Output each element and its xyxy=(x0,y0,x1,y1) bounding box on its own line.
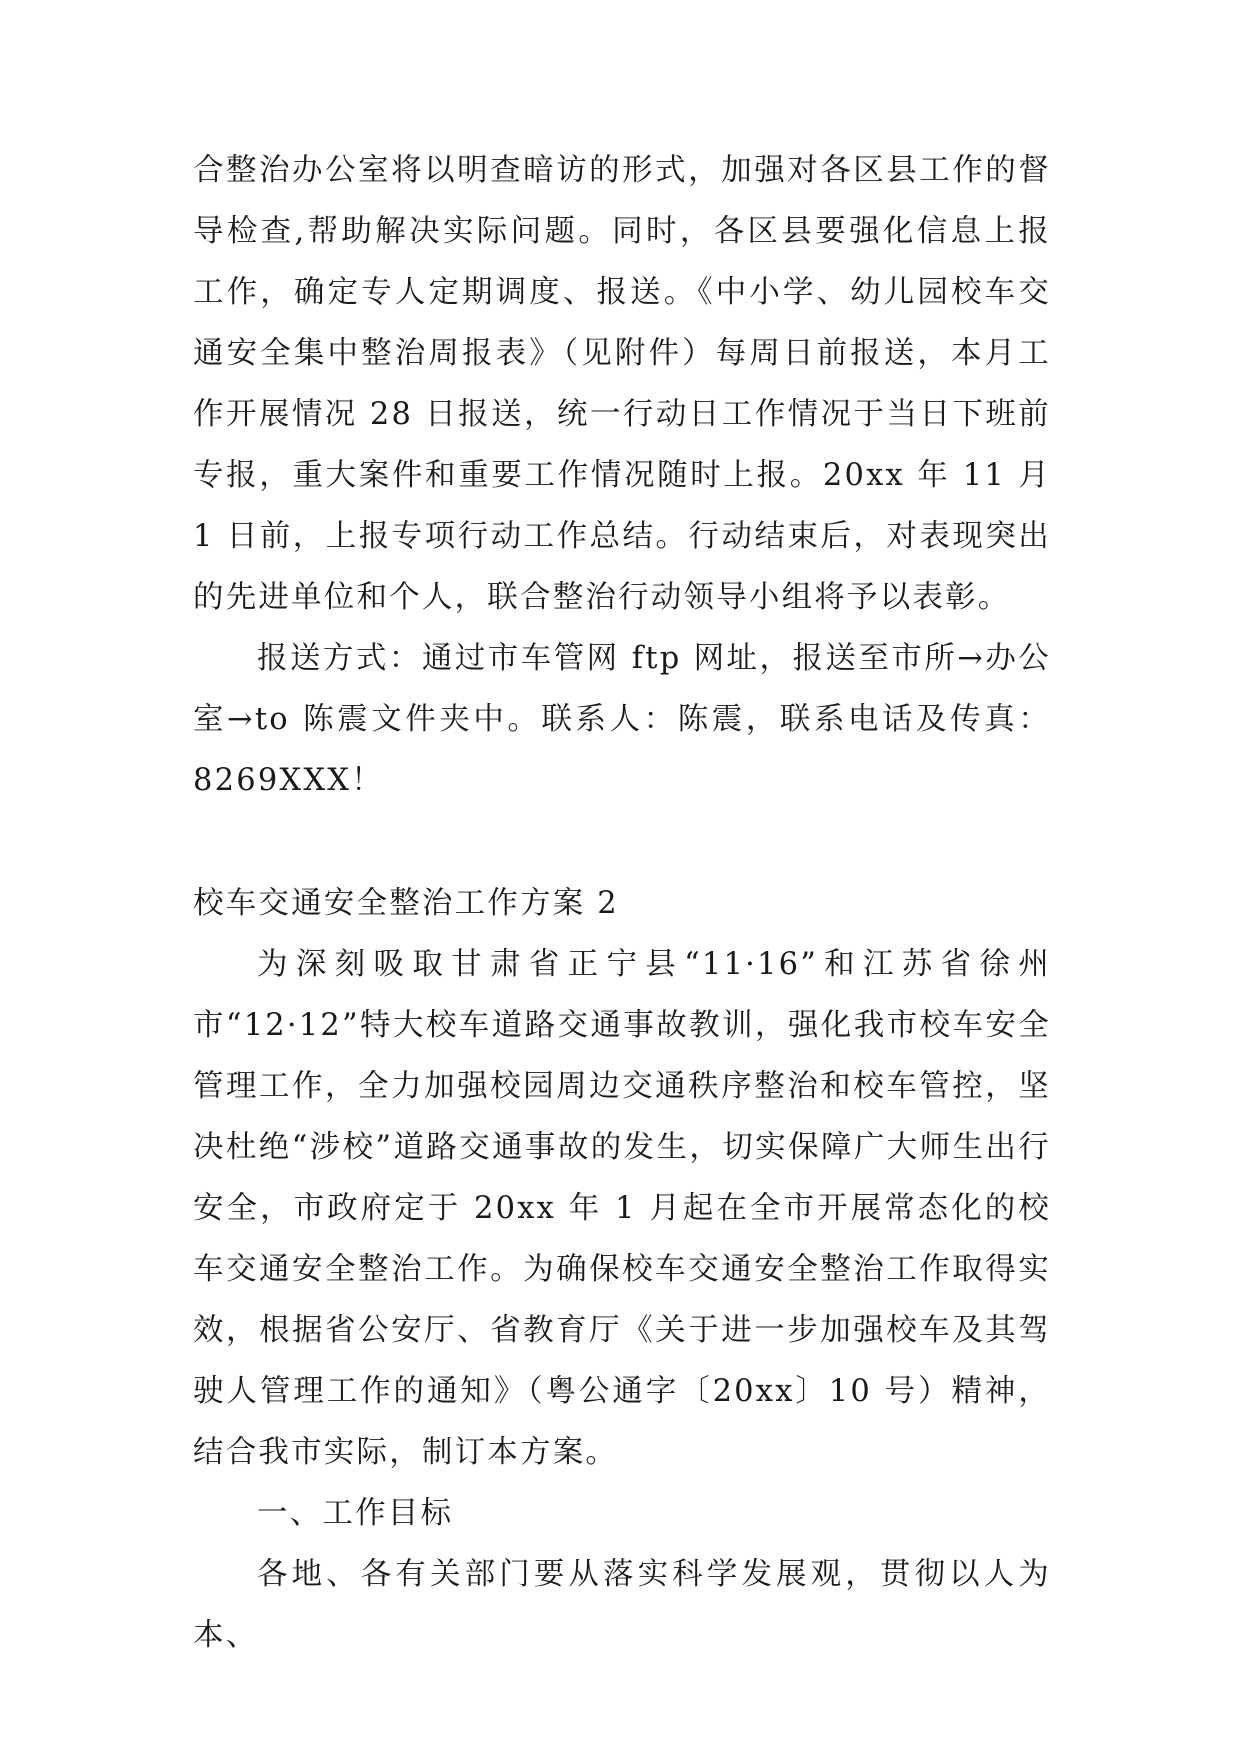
paragraph-goal-text: 各地、各有关部门要从落实科学发展观，贯彻以人为本、 xyxy=(193,1557,1051,1653)
section-title: 校车交通安全整治工作方案 2 xyxy=(193,886,619,921)
paragraph-intro: 为深刻吸取甘肃省正宁县“11·16”和江苏省徐州市“12·12”特大校车道路交通事故教训，强化我市校车安全管理工作，全力加强校园周边交通秩序整治和校车管控，坚决杜绝“涉校”道路交通事故的发生，切实保障广大师生出行安全，市政府定于 20xx 年 1 月起在全市开展常态化的校车交通安全整治工作。为确保校车交通安全整治工作取得实效，根据省公安厅、省教育厅《关于进一步加强校车及其驾驶人管理工作的通知》（粤公通字〔20xx〕10 号）精神，结合我市实际，制订本方案。 xyxy=(193,947,1051,1470)
subheading-work-goal: 一、工作目标 xyxy=(257,1496,454,1531)
paragraph-continuation: 合整治办公室将以明查暗访的形式，加强对各区县工作的督导检查,帮助解决实际问题。同时，各区县要强化信息上报工作，确定专人定期调度、报送。《中小学、幼儿园校车交通安全集中整治周报表》（见附件）每周日前报送，本月工作开展情况 28 日报送，统一行动日工作情况于当日下班前专报，重大案件和重要工作情况随时上报。20xx 年 11 月 1 日前，上报专项行动工作总结。行动结束后，对表现突出的先进单位和个人，联合整治行动领导小组将予以表彰。 xyxy=(193,153,1051,615)
paragraph-submission-method: 报送方式：通过市车管网 ftp 网址，报送至市所→办公室→to 陈震文件夹中。联系人：陈震，联系电话及传真：8269XXX！ xyxy=(193,641,1051,798)
